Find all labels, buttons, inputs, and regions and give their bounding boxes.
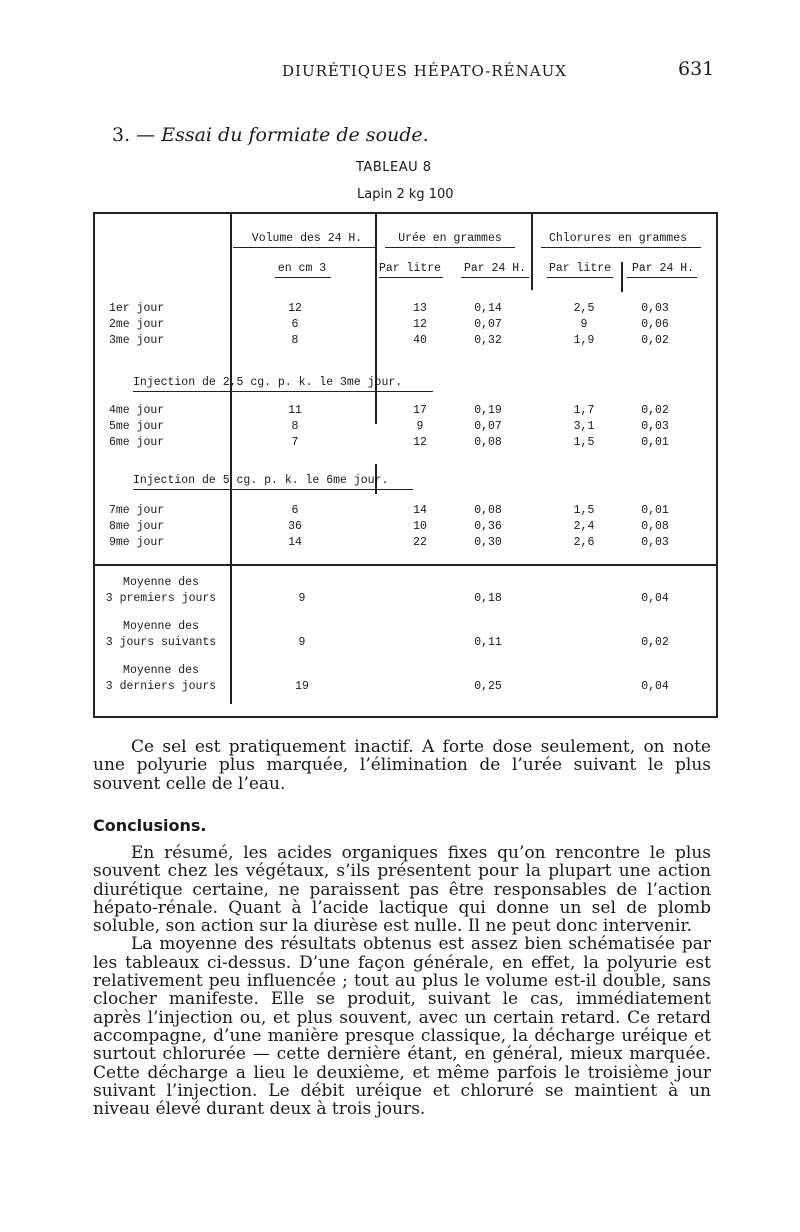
day-label: 8me jour	[109, 520, 165, 533]
uree-24h-cell: 0,19	[474, 404, 502, 417]
paragraph	[93, 738, 711, 793]
average-label: 3 premiers jours	[105, 592, 217, 605]
chl-litre-cell: 2,4	[573, 520, 595, 533]
chl-litre-cell: 1,5	[573, 436, 595, 449]
table-subtitle: Lapin 2 kg 100	[357, 187, 454, 202]
uree-litre-cell: 12	[413, 436, 427, 449]
underline	[547, 277, 613, 278]
running-head: DIURÉTIQUES HÉPATO-RÉNAUX	[282, 62, 567, 80]
chl-24h-cell: 0,01	[641, 504, 669, 517]
uree-24h-cell: 0,30	[474, 536, 502, 549]
chl-litre-cell: 1,9	[573, 334, 595, 347]
row-divider	[95, 564, 716, 566]
day-label: 9me jour	[109, 536, 165, 549]
uree-24h-cell: 0,11	[474, 636, 502, 649]
header-volume-unit: en cm 3	[277, 262, 327, 275]
day-label: 6me jour	[109, 436, 165, 449]
volume-cell: 9	[298, 636, 306, 649]
injection-note: Injection de 2,5 cg. p. k. le 3me jour.	[133, 376, 403, 389]
chl-litre-cell: 1,5	[573, 504, 595, 517]
underline	[379, 277, 443, 278]
uree-litre-cell: 9	[416, 420, 424, 433]
day-label: 4me jour	[109, 404, 165, 417]
underline	[541, 247, 701, 248]
volume-cell: 14	[288, 536, 302, 549]
uree-litre-cell: 40	[413, 334, 427, 347]
uree-24h-cell: 0,08	[474, 436, 502, 449]
uree-litre-cell: 14	[413, 504, 427, 517]
average-label: Moyenne des	[123, 576, 199, 589]
paragraph-text: La moyenne des résultats obtenus est assez bien schématisée par les tableaux ci-dessus. D’une façon générale, en effet, la polyurie est relativement peu influencée ; tout au plus le volume est-il double, sans clocher manifeste. Elle se produit, suivant le cas, immédiatement après l’injection ou, et plus souvent, avec un certain retard. Ce retard accompagne, d’une manière presque classique, la décharge uréique et surtout chlorurée — cette dernière étant, en général, mieux marquée. Cette décharge a lieu le deuxième, et même parfois le troisième jour suivant l’injection. Le débit uréique et chloruré se maintient à un niveau élevé durant deux à trois jours.	[93, 934, 711, 1120]
chl-24h-cell: 0,04	[641, 592, 669, 605]
header-uree-24h: Par 24 H.	[463, 262, 527, 275]
underline	[233, 247, 375, 248]
header-uree-litre: Par litre	[378, 262, 442, 275]
chl-24h-cell: 0,02	[641, 404, 669, 417]
section-number: 3. —	[112, 124, 156, 146]
col-divider	[230, 214, 232, 704]
col-divider	[621, 262, 623, 292]
chl-litre-cell: 9	[580, 318, 588, 331]
header-chl-24h: Par 24 H.	[631, 262, 695, 275]
day-label: 5me jour	[109, 420, 165, 433]
chl-litre-cell: 2,5	[573, 302, 595, 315]
section-title-text: Essai du formiate de soude.	[161, 124, 429, 146]
chl-24h-cell: 0,08	[641, 520, 669, 533]
day-label: 1er jour	[109, 302, 165, 315]
underline	[627, 277, 697, 278]
underline	[133, 489, 413, 490]
chl-24h-cell: 0,01	[641, 436, 669, 449]
paragraph-text: Ce sel est pratiquement inactif. A forte dose seulement, on note une polyurie plus marquée, l’élimination de l’urée suivant le plus souvent celle de l’eau.	[93, 737, 711, 794]
uree-24h-cell: 0,32	[474, 334, 502, 347]
volume-cell: 11	[288, 404, 302, 417]
chl-24h-cell: 0,03	[641, 420, 669, 433]
day-label: 7me jour	[109, 504, 165, 517]
uree-24h-cell: 0,07	[474, 318, 502, 331]
uree-24h-cell: 0,14	[474, 302, 502, 315]
average-label: 3 jours suivants	[105, 636, 217, 649]
chl-litre-cell: 3,1	[573, 420, 595, 433]
underline	[461, 277, 529, 278]
data-table	[93, 212, 718, 718]
uree-litre-cell: 12	[413, 318, 427, 331]
volume-cell: 8	[291, 420, 299, 433]
volume-cell: 6	[291, 318, 299, 331]
col-divider	[375, 214, 377, 424]
chl-litre-cell: 2,6	[573, 536, 595, 549]
uree-litre-cell: 13	[413, 302, 427, 315]
underline	[385, 247, 515, 248]
page-number: 631	[678, 58, 715, 80]
uree-litre-cell: 17	[413, 404, 427, 417]
table-caption: TABLEAU 8	[356, 160, 432, 175]
header-chlorures: Chlorures en grammes	[548, 232, 688, 245]
section-title	[112, 124, 429, 146]
uree-24h-cell: 0,07	[474, 420, 502, 433]
chl-24h-cell: 0,03	[641, 302, 669, 315]
volume-cell: 6	[291, 504, 299, 517]
volume-cell: 12	[288, 302, 302, 315]
underline	[133, 391, 433, 392]
uree-litre-cell: 22	[413, 536, 427, 549]
uree-24h-cell: 0,25	[474, 680, 502, 693]
chl-24h-cell: 0,04	[641, 680, 669, 693]
paragraph-text: En résumé, les acides organiques fixes qu’on rencontre le plus souvent chez les végétaux, s’ils présentent pour la plupart une action diurétique certaine, ne paraissent pas être responsables de l’action hépato-rénale. Quant à l’acide lactique qui donne un sel de plomb soluble, son action sur la diurèse est nulle. Il ne peut donc intervenir.	[93, 843, 711, 937]
header-volume: Volume des 24 H.	[251, 232, 363, 245]
average-label: 3 derniers jours	[105, 680, 217, 693]
chl-24h-cell: 0,06	[641, 318, 669, 331]
uree-litre-cell: 10	[413, 520, 427, 533]
day-label: 3me jour	[109, 334, 165, 347]
underline	[275, 277, 331, 278]
average-label: Moyenne des	[123, 620, 199, 633]
injection-note: Injection de 5 cg. p. k. le 6me jour.	[133, 474, 389, 487]
chl-24h-cell: 0,03	[641, 536, 669, 549]
chl-litre-cell: 1,7	[573, 404, 595, 417]
paragraph	[93, 844, 711, 1118]
volume-cell: 9	[298, 592, 306, 605]
uree-24h-cell: 0,08	[474, 504, 502, 517]
chl-24h-cell: 0,02	[641, 334, 669, 347]
header-uree: Urée en grammes	[398, 232, 502, 245]
day-label: 2me jour	[109, 318, 165, 331]
chl-24h-cell: 0,02	[641, 636, 669, 649]
average-label: Moyenne des	[123, 664, 199, 677]
volume-cell: 8	[291, 334, 299, 347]
col-divider	[531, 214, 533, 290]
uree-24h-cell: 0,18	[474, 592, 502, 605]
volume-cell: 7	[291, 436, 299, 449]
volume-cell: 36	[288, 520, 302, 533]
header-chl-litre: Par litre	[548, 262, 612, 275]
uree-24h-cell: 0,36	[474, 520, 502, 533]
conclusions-heading: Conclusions.	[93, 816, 207, 835]
volume-cell: 19	[295, 680, 309, 693]
